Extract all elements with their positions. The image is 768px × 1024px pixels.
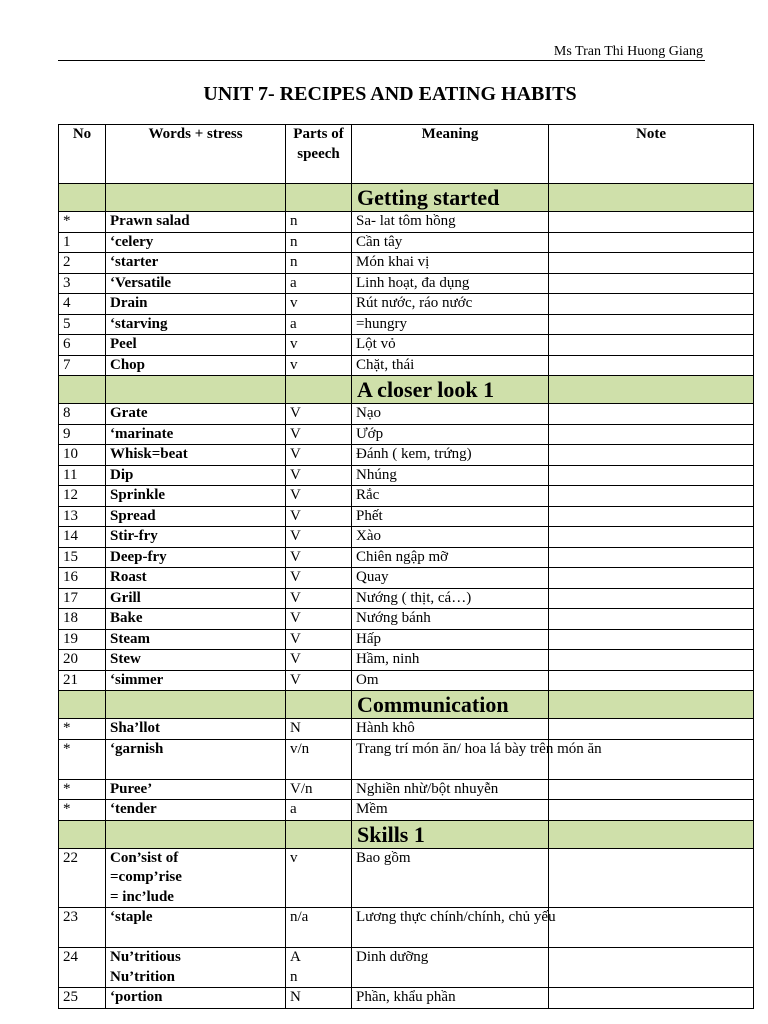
table-row bbox=[59, 232, 754, 253]
meaning: Chặt, thái bbox=[352, 355, 549, 376]
vocab-word bbox=[106, 629, 286, 650]
meaning: Sa- lat tôm hồng bbox=[352, 212, 549, 233]
cell-line: V bbox=[290, 651, 301, 667]
table-row bbox=[59, 294, 754, 315]
table-row bbox=[59, 568, 754, 589]
meaning: Rắc bbox=[352, 486, 549, 507]
table-row bbox=[59, 355, 754, 376]
vocab-word bbox=[106, 800, 286, 821]
table-row bbox=[59, 650, 754, 671]
section-title: A closer look 1 bbox=[352, 376, 549, 404]
part-of-speech bbox=[286, 486, 352, 507]
cell-line: Spread bbox=[110, 507, 156, 524]
vocab-word bbox=[106, 465, 286, 486]
meaning: Bao gồm bbox=[352, 848, 549, 908]
section-word-cell bbox=[106, 691, 286, 719]
note-cell bbox=[549, 273, 754, 294]
row-number: 21 bbox=[59, 670, 106, 691]
table-header-row bbox=[59, 125, 754, 184]
part-of-speech bbox=[286, 568, 352, 589]
part-of-speech bbox=[286, 314, 352, 335]
cell-line: Roast bbox=[110, 569, 147, 585]
meaning: =hungry bbox=[352, 314, 549, 335]
cell-line: n bbox=[290, 968, 298, 985]
table-row bbox=[59, 465, 754, 486]
table-row bbox=[59, 547, 754, 568]
section-pos-cell bbox=[286, 376, 352, 404]
meaning: Om bbox=[352, 670, 549, 691]
table-row bbox=[59, 273, 754, 294]
meaning: Quay bbox=[352, 568, 549, 589]
table-body bbox=[59, 184, 754, 1009]
cell-line: =comp’rise bbox=[110, 869, 182, 885]
part-of-speech bbox=[286, 273, 352, 294]
meaning: Nạo bbox=[352, 404, 549, 425]
note-cell bbox=[549, 568, 754, 589]
table-row bbox=[59, 253, 754, 274]
meaning: Linh hoạt, đa dụng bbox=[352, 273, 549, 294]
vocab-word bbox=[106, 609, 286, 630]
part-of-speech bbox=[286, 629, 352, 650]
meaning: Xào bbox=[352, 527, 549, 548]
vocab-word bbox=[106, 314, 286, 335]
part-of-speech bbox=[286, 739, 352, 779]
cell-line: a bbox=[290, 274, 297, 291]
meaning: Cần tây bbox=[352, 232, 549, 253]
cell-line: Puree’ bbox=[110, 780, 153, 797]
table-row bbox=[59, 779, 754, 800]
cell-line: n/a bbox=[290, 909, 309, 925]
note-cell bbox=[549, 948, 754, 988]
part-of-speech bbox=[286, 948, 352, 988]
row-number: 24 bbox=[59, 948, 106, 988]
meaning: Chiên ngập mỡ bbox=[352, 547, 549, 568]
cell-line: Nu’trition bbox=[110, 968, 175, 985]
section-header-row bbox=[59, 376, 754, 404]
table-row bbox=[59, 506, 754, 527]
table-row bbox=[59, 670, 754, 691]
page-title: UNIT 7- RECIPES AND EATING HABITS bbox=[203, 83, 577, 105]
cell-line: Peel bbox=[110, 336, 137, 352]
note-cell bbox=[549, 650, 754, 671]
row-number: * bbox=[59, 779, 106, 800]
part-of-speech bbox=[286, 232, 352, 253]
note-cell bbox=[549, 670, 754, 691]
section-word-cell bbox=[106, 820, 286, 848]
part-of-speech bbox=[286, 527, 352, 548]
row-number: 11 bbox=[59, 465, 106, 486]
meaning: Nướng ( thịt, cá…) bbox=[352, 588, 549, 609]
note-cell bbox=[549, 779, 754, 800]
cell-line: ‘starter bbox=[110, 254, 159, 270]
meaning: Hấp bbox=[352, 629, 549, 650]
part-of-speech bbox=[286, 506, 352, 527]
table-row bbox=[59, 404, 754, 425]
section-note-cell bbox=[549, 184, 754, 212]
section-no-cell bbox=[59, 820, 106, 848]
cell-line: V bbox=[290, 446, 301, 462]
part-of-speech bbox=[286, 355, 352, 376]
note-cell bbox=[549, 908, 754, 948]
vocab-word bbox=[106, 212, 286, 233]
cell-line: Con’sist of bbox=[110, 849, 179, 866]
row-number: 16 bbox=[59, 568, 106, 589]
row-number: 25 bbox=[59, 988, 106, 1009]
row-number: 20 bbox=[59, 650, 106, 671]
note-cell bbox=[549, 629, 754, 650]
note-cell bbox=[549, 547, 754, 568]
note-cell bbox=[549, 314, 754, 335]
row-number: 15 bbox=[59, 547, 106, 568]
table-row bbox=[59, 314, 754, 335]
cell-line: a bbox=[290, 315, 297, 332]
part-of-speech bbox=[286, 212, 352, 233]
table-row bbox=[59, 445, 754, 466]
vocab-word bbox=[106, 294, 286, 315]
vocab-word bbox=[106, 739, 286, 779]
table-row bbox=[59, 335, 754, 356]
cell-line: ‘marinate bbox=[110, 425, 174, 442]
cell-line: V bbox=[290, 569, 301, 585]
part-of-speech bbox=[286, 404, 352, 425]
meaning: Đánh ( kem, trứng) bbox=[352, 445, 549, 466]
table-row bbox=[59, 629, 754, 650]
table-row bbox=[59, 800, 754, 821]
part-of-speech bbox=[286, 445, 352, 466]
table-row bbox=[59, 988, 754, 1009]
meaning: Hầm, ninh bbox=[352, 650, 549, 671]
part-of-speech bbox=[286, 779, 352, 800]
vocab-word bbox=[106, 335, 286, 356]
cell-line: v bbox=[290, 849, 298, 866]
row-number: 19 bbox=[59, 629, 106, 650]
table-row bbox=[59, 848, 754, 908]
row-number: 10 bbox=[59, 445, 106, 466]
row-number: 6 bbox=[59, 335, 106, 356]
section-title: Getting started bbox=[352, 184, 549, 212]
note-cell bbox=[549, 445, 754, 466]
table-row bbox=[59, 908, 754, 948]
vocab-word bbox=[106, 650, 286, 671]
part-of-speech bbox=[286, 670, 352, 691]
row-number: 12 bbox=[59, 486, 106, 507]
cell-line: A bbox=[290, 949, 301, 965]
row-number: 18 bbox=[59, 609, 106, 630]
vocab-word bbox=[106, 424, 286, 445]
meaning: Nướng bánh bbox=[352, 609, 549, 630]
note-cell bbox=[549, 424, 754, 445]
cell-line: V bbox=[290, 487, 301, 503]
part-of-speech bbox=[286, 609, 352, 630]
vocab-word bbox=[106, 719, 286, 740]
cell-line: Nu’tritious bbox=[110, 949, 181, 965]
table-row bbox=[59, 719, 754, 740]
row-number: 14 bbox=[59, 527, 106, 548]
part-of-speech bbox=[286, 848, 352, 908]
vocab-word bbox=[106, 588, 286, 609]
note-cell bbox=[549, 355, 754, 376]
vocab-word bbox=[106, 445, 286, 466]
column-header-meaning: Meaning bbox=[352, 125, 549, 184]
cell-line: Bake bbox=[110, 610, 143, 626]
cell-line: V bbox=[290, 507, 301, 524]
meaning: Mềm bbox=[352, 800, 549, 821]
cell-line: N bbox=[290, 720, 301, 736]
vocab-word bbox=[106, 988, 286, 1009]
row-number: 5 bbox=[59, 314, 106, 335]
vocabulary-table bbox=[58, 124, 754, 1009]
meaning: Dinh dưỡng bbox=[352, 948, 549, 988]
section-title: Communication bbox=[352, 691, 549, 719]
vocab-word bbox=[106, 273, 286, 294]
cell-line: N bbox=[290, 989, 301, 1005]
note-cell bbox=[549, 848, 754, 908]
section-header-row bbox=[59, 691, 754, 719]
note-cell bbox=[549, 527, 754, 548]
cell-line: n bbox=[290, 213, 298, 229]
row-number: * bbox=[59, 739, 106, 779]
meaning: Rút nước, ráo nước bbox=[352, 294, 549, 315]
vocab-word bbox=[106, 404, 286, 425]
cell-line: Grate bbox=[110, 405, 148, 421]
cell-line: v bbox=[290, 295, 298, 311]
header-divider bbox=[58, 60, 705, 61]
cell-line: ‘starving bbox=[110, 315, 168, 332]
note-cell bbox=[549, 588, 754, 609]
cell-line: ‘staple bbox=[110, 909, 153, 925]
section-no-cell bbox=[59, 184, 106, 212]
author-name: Ms Tran Thi Huong Giang bbox=[553, 44, 703, 59]
cell-line: Drain bbox=[110, 295, 148, 311]
vocab-word bbox=[106, 848, 286, 908]
cell-line: V bbox=[290, 466, 301, 483]
cell-line: ‘garnish bbox=[110, 740, 164, 757]
cell-line: n bbox=[290, 254, 298, 270]
cell-line: V/n bbox=[290, 780, 313, 797]
cell-line: Deep-fry bbox=[110, 548, 167, 565]
cell-line: V bbox=[290, 528, 301, 544]
cell-line: v bbox=[290, 356, 298, 373]
section-note-cell bbox=[549, 691, 754, 719]
cell-line: Dip bbox=[110, 466, 134, 483]
table-row bbox=[59, 527, 754, 548]
note-cell bbox=[549, 609, 754, 630]
vocab-word bbox=[106, 486, 286, 507]
note-cell bbox=[549, 800, 754, 821]
cell-line: V bbox=[290, 630, 301, 647]
row-number: 2 bbox=[59, 253, 106, 274]
meaning: Lột vỏ bbox=[352, 335, 549, 356]
vocab-word bbox=[106, 506, 286, 527]
cell-line: V bbox=[290, 425, 301, 442]
section-header-row bbox=[59, 184, 754, 212]
note-cell bbox=[549, 335, 754, 356]
vocab-word bbox=[106, 527, 286, 548]
row-number: 22 bbox=[59, 848, 106, 908]
row-number: * bbox=[59, 800, 106, 821]
meaning: Trang trí món ăn/ hoa lá bày trên món ăn bbox=[352, 739, 549, 779]
part-of-speech bbox=[286, 465, 352, 486]
vocab-word bbox=[106, 670, 286, 691]
section-header-row bbox=[59, 820, 754, 848]
row-number: 8 bbox=[59, 404, 106, 425]
cell-line: V bbox=[290, 589, 301, 606]
column-header-no: No bbox=[59, 125, 106, 184]
column-header-parts-of-speech: Parts of speech bbox=[286, 125, 352, 184]
row-number: 23 bbox=[59, 908, 106, 948]
note-cell bbox=[549, 212, 754, 233]
part-of-speech bbox=[286, 908, 352, 948]
note-cell bbox=[549, 988, 754, 1009]
cell-line: V bbox=[290, 671, 301, 688]
note-cell bbox=[549, 486, 754, 507]
table-row bbox=[59, 948, 754, 988]
cell-line: Stir-fry bbox=[110, 528, 158, 544]
row-number: * bbox=[59, 719, 106, 740]
section-no-cell bbox=[59, 691, 106, 719]
meaning: Lương thực chính/chính, chủ yếu bbox=[352, 908, 549, 948]
part-of-speech bbox=[286, 294, 352, 315]
cell-line: V bbox=[290, 610, 301, 626]
column-header-words: Words + stress bbox=[106, 125, 286, 184]
vocab-word bbox=[106, 779, 286, 800]
table-row bbox=[59, 424, 754, 445]
note-cell bbox=[549, 232, 754, 253]
part-of-speech bbox=[286, 588, 352, 609]
cell-line: Prawn salad bbox=[110, 213, 190, 229]
cell-line: Chop bbox=[110, 356, 146, 373]
meaning: Hành khô bbox=[352, 719, 549, 740]
cell-line: a bbox=[290, 801, 297, 817]
cell-line: Sprinkle bbox=[110, 487, 166, 503]
meaning: Món khai vị bbox=[352, 253, 549, 274]
part-of-speech bbox=[286, 335, 352, 356]
vocab-word bbox=[106, 547, 286, 568]
cell-line: V bbox=[290, 405, 301, 421]
meaning: Nhúng bbox=[352, 465, 549, 486]
section-word-cell bbox=[106, 376, 286, 404]
cell-line: V bbox=[290, 548, 301, 565]
section-word-cell bbox=[106, 184, 286, 212]
row-number: 17 bbox=[59, 588, 106, 609]
row-number: 1 bbox=[59, 232, 106, 253]
section-pos-cell bbox=[286, 184, 352, 212]
cell-line: Sha’llot bbox=[110, 720, 161, 736]
table-row bbox=[59, 609, 754, 630]
column-header-note: Note bbox=[549, 125, 754, 184]
section-no-cell bbox=[59, 376, 106, 404]
note-cell bbox=[549, 719, 754, 740]
note-cell bbox=[549, 253, 754, 274]
cell-line: Steam bbox=[110, 630, 150, 647]
note-cell bbox=[549, 294, 754, 315]
cell-line: v bbox=[290, 336, 298, 352]
note-cell bbox=[549, 465, 754, 486]
cell-line: n bbox=[290, 233, 298, 250]
meaning: Ướp bbox=[352, 424, 549, 445]
row-number: 9 bbox=[59, 424, 106, 445]
part-of-speech bbox=[286, 253, 352, 274]
vocab-word bbox=[106, 908, 286, 948]
meaning: Phần, khẩu phần bbox=[352, 988, 549, 1009]
part-of-speech bbox=[286, 547, 352, 568]
cell-line: v/n bbox=[290, 740, 310, 757]
part-of-speech bbox=[286, 650, 352, 671]
row-number: 4 bbox=[59, 294, 106, 315]
cell-line: ‘tender bbox=[110, 801, 157, 817]
vocab-word bbox=[106, 948, 286, 988]
cell-line: ‘simmer bbox=[110, 671, 164, 688]
cell-line: Whisk=beat bbox=[110, 446, 188, 462]
cell-line: = inc’lude bbox=[110, 888, 174, 905]
table-row bbox=[59, 486, 754, 507]
row-number: 3 bbox=[59, 273, 106, 294]
cell-line: Stew bbox=[110, 651, 141, 667]
vocab-word bbox=[106, 253, 286, 274]
part-of-speech bbox=[286, 988, 352, 1009]
table-row bbox=[59, 588, 754, 609]
note-cell bbox=[549, 506, 754, 527]
part-of-speech bbox=[286, 424, 352, 445]
section-title: Skills 1 bbox=[352, 820, 549, 848]
vocab-word bbox=[106, 355, 286, 376]
part-of-speech bbox=[286, 800, 352, 821]
section-note-cell bbox=[549, 820, 754, 848]
table-row bbox=[59, 212, 754, 233]
cell-line: ‘celery bbox=[110, 233, 154, 250]
row-number: 13 bbox=[59, 506, 106, 527]
vocab-word bbox=[106, 568, 286, 589]
row-number: 7 bbox=[59, 355, 106, 376]
section-pos-cell bbox=[286, 820, 352, 848]
meaning: Phết bbox=[352, 506, 549, 527]
note-cell bbox=[549, 404, 754, 425]
section-note-cell bbox=[549, 376, 754, 404]
cell-line: Grill bbox=[110, 589, 141, 606]
part-of-speech bbox=[286, 719, 352, 740]
meaning: Nghiền nhừ/bột nhuyễn bbox=[352, 779, 549, 800]
table-row bbox=[59, 739, 754, 779]
vocab-word bbox=[106, 232, 286, 253]
row-number: * bbox=[59, 212, 106, 233]
section-pos-cell bbox=[286, 691, 352, 719]
cell-line: ‘Versatile bbox=[110, 274, 172, 291]
cell-line: ‘portion bbox=[110, 989, 163, 1005]
